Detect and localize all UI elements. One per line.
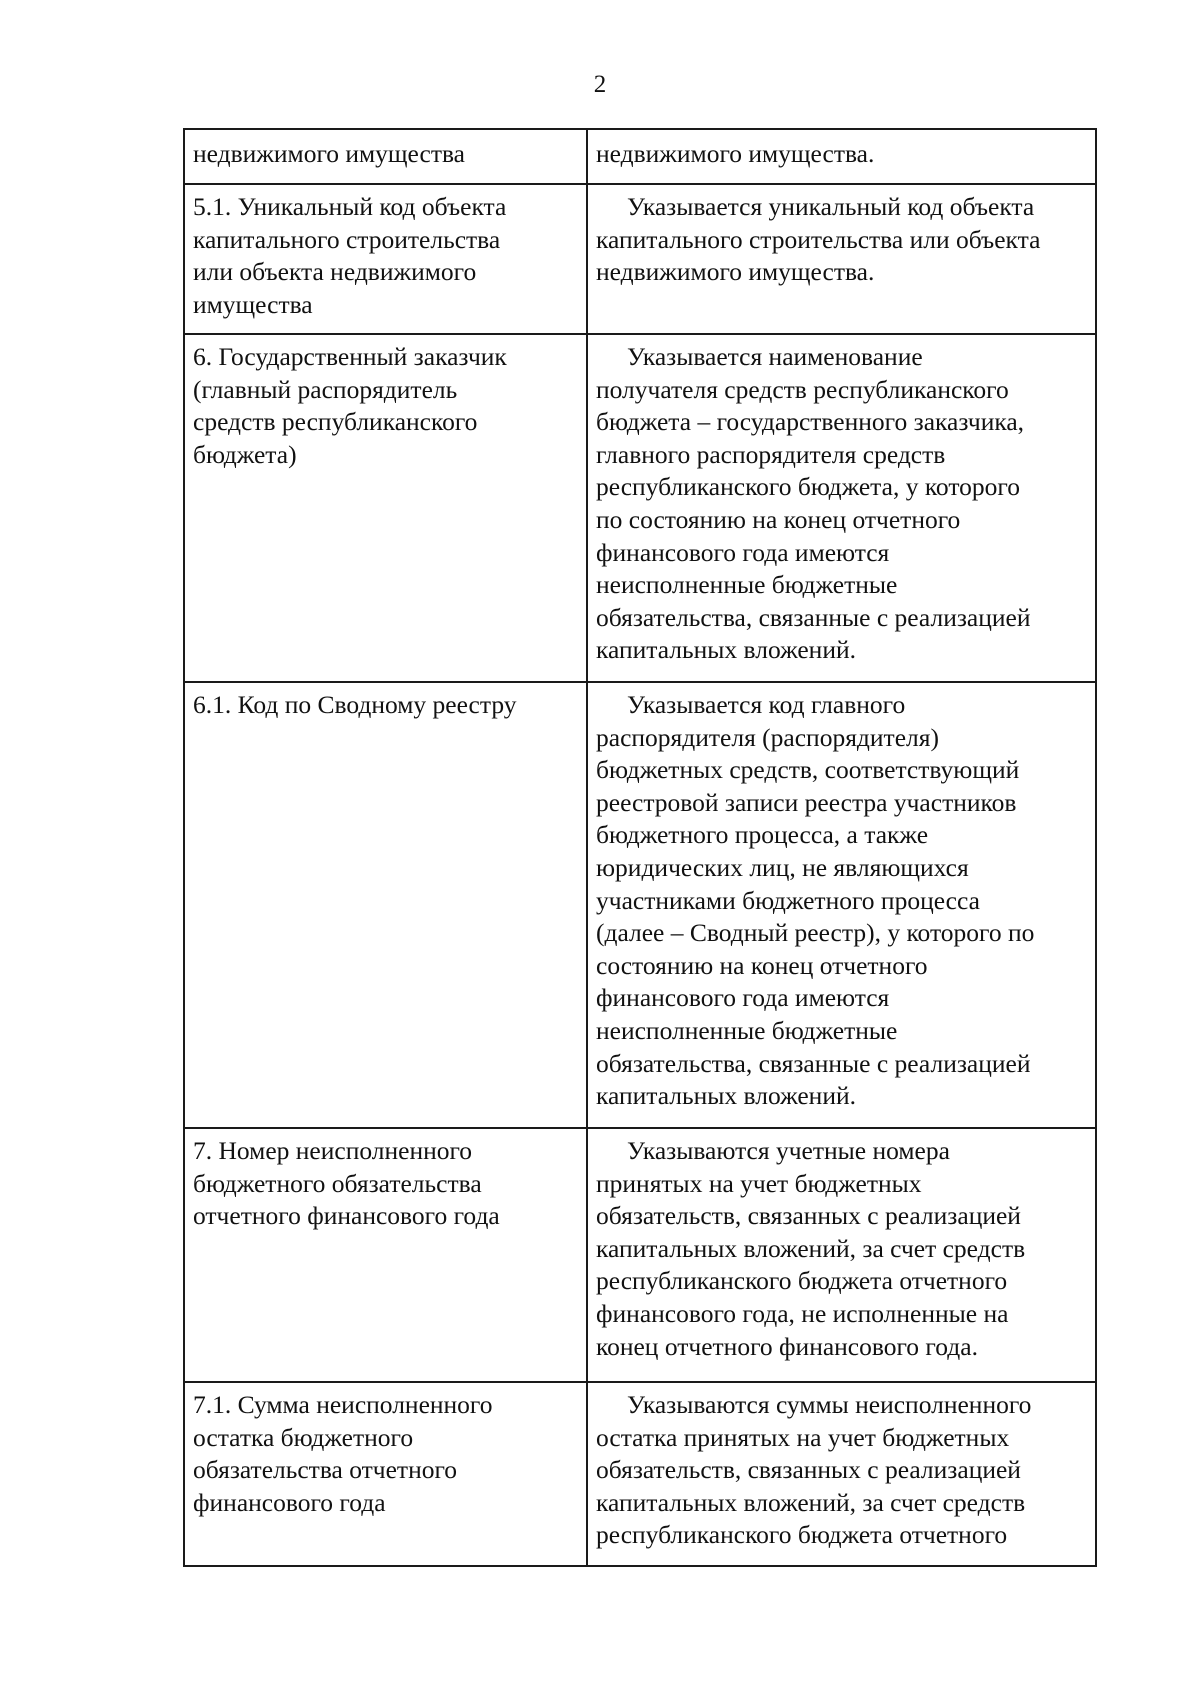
field-name-line: финансового года — [193, 1487, 386, 1517]
field-description-line: обязательства, связанные с реализацией — [596, 1048, 1031, 1078]
field-description-cell — [587, 184, 1096, 334]
field-name-line: капитального строительства — [193, 224, 501, 254]
field-name-cell — [184, 1128, 587, 1382]
field-name-line: 6.1. Код по Сводному реестру — [193, 690, 517, 719]
field-description-line: обязательств, связанных с реализацией — [596, 1201, 1021, 1231]
field-description-line: бюджета – государственного заказчика, — [596, 407, 1025, 437]
field-description-line: финансового года имеются — [596, 537, 890, 567]
field-description-line: республиканского бюджета отчетного — [596, 1520, 1008, 1550]
field-description-line: по состоянию на конец отчетного — [596, 504, 961, 534]
field-description-line: республиканского бюджета отчетного — [596, 1266, 1008, 1296]
field-description-line: финансового года, не исполненные на — [596, 1298, 1009, 1328]
field-description-line: республиканского бюджета, у которого — [596, 472, 1020, 502]
field-description-line: Указывается наименование — [627, 342, 923, 371]
field-name-line: (главный распорядитель — [193, 374, 458, 404]
field-name-cell — [184, 1382, 587, 1566]
table-row — [184, 1128, 1096, 1382]
field-name-line: 7. Номер неисполненного — [193, 1136, 473, 1165]
field-name-line: 5.1. Уникальный код объекта — [193, 192, 507, 221]
field-description-line: капитальных вложений. — [596, 635, 856, 665]
field-description-line: Указываются учетные номера — [627, 1136, 950, 1165]
field-description-line: неисполненные бюджетные — [596, 570, 898, 600]
page-number: 2 — [593, 71, 607, 98]
document-table — [183, 128, 1097, 1567]
field-name-cell — [184, 682, 587, 1128]
field-description-line: обязательств, связанных с реализацией — [596, 1455, 1021, 1485]
field-description-line: недвижимого имущества. — [596, 139, 875, 168]
field-description-line: капитального строительства или объекта — [596, 224, 1041, 254]
field-description-line: реестровой записи реестра участников — [596, 787, 1017, 817]
field-description-cell — [587, 129, 1096, 184]
field-name-line: 6. Государственный заказчик — [193, 342, 507, 371]
table-row — [184, 682, 1096, 1128]
field-description-cell — [587, 1382, 1096, 1566]
field-description-line: принятых на учет бюджетных — [596, 1168, 922, 1198]
field-name-cell — [184, 334, 587, 682]
field-description-line: (далее – Сводный реестр), у которого по — [596, 918, 1035, 948]
field-description-line: недвижимого имущества. — [596, 257, 875, 287]
field-description-line: конец отчетного финансового года. — [596, 1331, 978, 1361]
table-row — [184, 1382, 1096, 1566]
table-row — [184, 334, 1096, 682]
field-description-line: капитальных вложений, за счет средств — [596, 1487, 1026, 1517]
field-description-line: главного распорядителя средств — [596, 439, 946, 469]
field-name-line: 7.1. Сумма неисполненного — [193, 1390, 493, 1419]
field-name-line: отчетного финансового года — [193, 1201, 500, 1231]
field-description-line: состоянию на конец отчетного — [596, 950, 928, 980]
field-description-line: бюджетного процесса, а также — [596, 820, 929, 850]
field-name-line: средств республиканского — [193, 407, 478, 437]
field-description-line: получателя средств республиканского — [596, 374, 1009, 404]
field-description-line: неисполненные бюджетные — [596, 1015, 898, 1045]
field-description-line: финансового года имеются — [596, 983, 890, 1013]
field-description-line: капитальных вложений, за счет средств — [596, 1233, 1026, 1263]
field-name-line: обязательства отчетного — [193, 1455, 458, 1485]
field-name-line: или объекта недвижимого — [193, 257, 477, 287]
field-description-line: участниками бюджетного процесса — [596, 885, 980, 915]
field-description-cell — [587, 1128, 1096, 1382]
field-description-cell — [587, 334, 1096, 682]
field-description-cell — [587, 682, 1096, 1128]
field-name-line: бюджетного обязательства — [193, 1168, 482, 1198]
field-description-line: Указывается уникальный код объекта — [627, 192, 1035, 221]
field-description-line: бюджетных средств, соответствующий — [596, 755, 1020, 785]
field-description-line: Указываются суммы неисполненного — [627, 1390, 1032, 1419]
field-description-line: юридических лиц, не являющихся — [596, 852, 969, 882]
field-description-line: остатка принятых на учет бюджетных — [596, 1422, 1010, 1452]
table-row — [184, 129, 1096, 184]
field-name-line: бюджета) — [193, 439, 297, 469]
field-description-line: капитальных вложений. — [596, 1081, 856, 1111]
field-name-line: имущества — [193, 289, 313, 319]
field-name-cell — [184, 184, 587, 334]
field-name-line: недвижимого имущества — [193, 139, 465, 168]
field-name-cell — [184, 129, 587, 184]
field-description-line: Указывается код главного — [627, 690, 906, 719]
field-name-line: остатка бюджетного — [193, 1422, 414, 1452]
field-description-line: распорядителя (распорядителя) — [596, 722, 939, 752]
field-description-line: обязательства, связанные с реализацией — [596, 602, 1031, 632]
table-row — [184, 184, 1096, 334]
table-body — [184, 129, 1096, 1566]
